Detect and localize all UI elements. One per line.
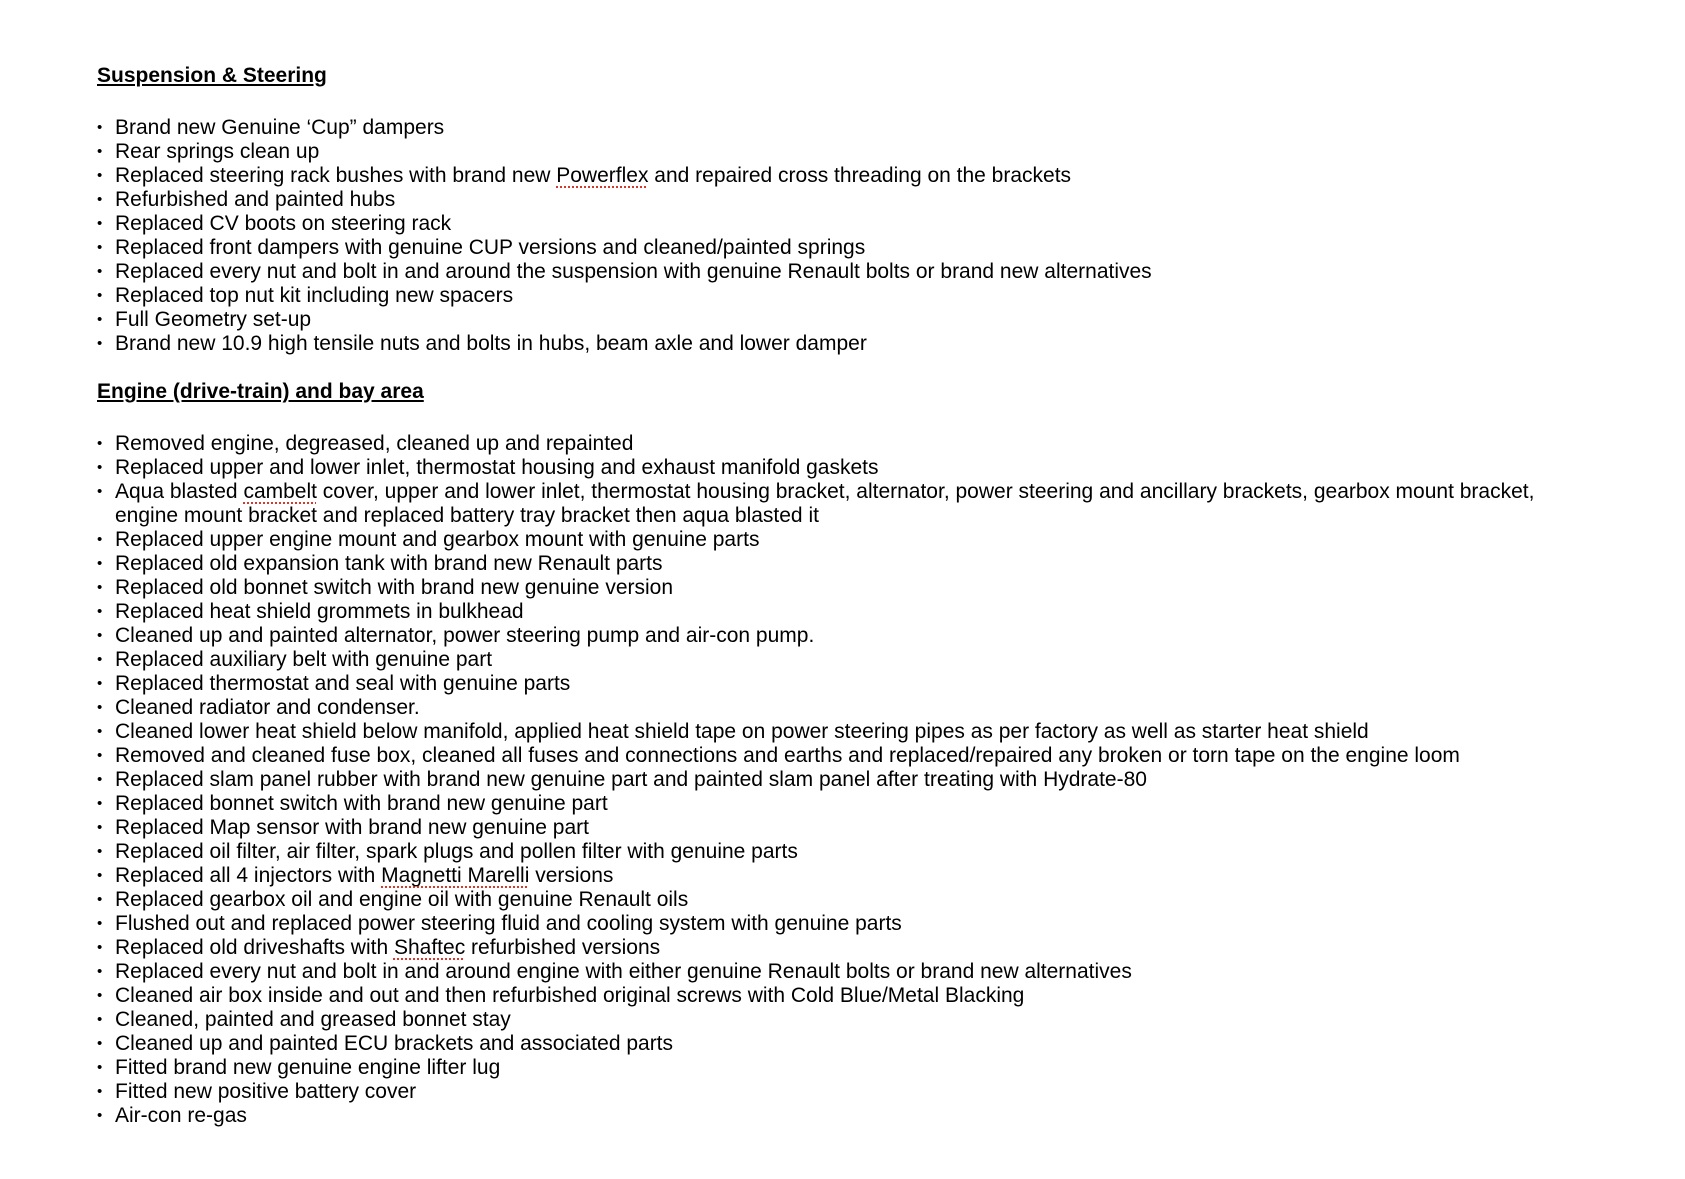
bullet-icon: • xyxy=(97,335,103,352)
bullet-icon: • xyxy=(97,1083,103,1100)
list-item xyxy=(97,792,1617,816)
item-text: Brand new Genuine ‘Cup” dampers xyxy=(115,116,445,139)
item-text: Replaced old bonnet switch with brand new genuine version xyxy=(115,576,674,599)
list-item xyxy=(97,1104,1617,1128)
list-item xyxy=(97,116,1617,140)
section-suspension-steering xyxy=(97,64,1617,356)
bullet-icon: • xyxy=(97,939,103,956)
item-text: Replaced every nut and bolt in and around the suspension with genuine Renault bolts or brand new alternatives xyxy=(115,260,1152,283)
item-text: Replaced bonnet switch with brand new genuine part xyxy=(115,792,608,815)
item-text: Aqua blasted cambelt cover, upper and lower inlet, thermostat housing bracket, alternator, power steering and ancillary brackets, gearbox mount bracket, engine mount bracket and replaced battery tray bracket then aqua blasted it xyxy=(115,480,1535,527)
list-item xyxy=(97,576,1617,600)
item-text: Cleaned up and painted ECU brackets and associated parts xyxy=(115,1032,674,1055)
bullet-icon: • xyxy=(97,239,103,256)
item-text: Replaced slam panel rubber with brand new genuine part and painted slam panel after treating with Hydrate-80 xyxy=(115,768,1147,791)
spellcheck-flag: Magnetti Marelli xyxy=(381,864,530,887)
document-content xyxy=(97,64,1617,1128)
bullet-icon: • xyxy=(97,531,103,548)
bullet-icon: • xyxy=(97,603,103,620)
list-item xyxy=(97,332,1617,356)
item-text: Cleaned air box inside and out and then refurbished original screws with Cold Blue/Metal Blacking xyxy=(115,984,1025,1007)
list-item xyxy=(97,164,1617,188)
item-list xyxy=(97,432,1617,1128)
spellcheck-flag: cambelt xyxy=(243,480,317,503)
item-text: Replaced upper engine mount and gearbox mount with genuine parts xyxy=(115,528,760,551)
list-item xyxy=(97,960,1617,984)
item-text: Replaced CV boots on steering rack xyxy=(115,212,452,235)
item-text: Replaced front dampers with genuine CUP versions and cleaned/painted springs xyxy=(115,236,866,259)
list-item xyxy=(97,188,1617,212)
item-text: Replaced all 4 injectors with Magnetti Marelli versions xyxy=(115,864,614,887)
bullet-icon: • xyxy=(97,651,103,668)
list-item xyxy=(97,936,1617,960)
bullet-icon: • xyxy=(97,891,103,908)
item-text: Rear springs clean up xyxy=(115,140,320,163)
list-item xyxy=(97,1008,1617,1032)
list-item xyxy=(97,480,1570,528)
item-text: Replaced upper and lower inlet, thermostat housing and exhaust manifold gaskets xyxy=(115,456,879,479)
item-text: Replaced gearbox oil and engine oil with genuine Renault oils xyxy=(115,888,689,911)
list-item xyxy=(97,432,1617,456)
list-item xyxy=(97,768,1617,792)
bullet-icon: • xyxy=(97,867,103,884)
bullet-icon: • xyxy=(97,987,103,1004)
list-item xyxy=(97,1056,1617,1080)
item-text: Replaced old driveshafts with Shaftec refurbished versions xyxy=(115,936,661,959)
item-text: Fitted new positive battery cover xyxy=(115,1080,417,1103)
bullet-icon: • xyxy=(97,723,103,740)
item-text: Replaced every nut and bolt in and around engine with either genuine Renault bolts or brand new alternatives xyxy=(115,960,1132,983)
list-item xyxy=(97,864,1617,888)
bullet-icon: • xyxy=(97,675,103,692)
list-item xyxy=(97,236,1617,260)
item-text: Brand new 10.9 high tensile nuts and bolts in hubs, beam axle and lower damper xyxy=(115,332,867,355)
item-text: Cleaned lower heat shield below manifold, applied heat shield tape on power steering pipes as per factory as well as starter heat shield xyxy=(115,720,1369,743)
list-item xyxy=(97,1032,1617,1056)
item-text: Replaced Map sensor with brand new genuine part xyxy=(115,816,589,839)
item-text: Full Geometry set-up xyxy=(115,308,312,331)
bullet-icon: • xyxy=(97,699,103,716)
item-list xyxy=(97,116,1617,356)
list-item xyxy=(97,816,1617,840)
list-item xyxy=(97,140,1617,164)
list-item xyxy=(97,984,1617,1008)
section-heading: Suspension & Steering xyxy=(97,64,327,87)
item-text: Air-con re-gas xyxy=(115,1104,247,1127)
list-item xyxy=(97,308,1617,332)
list-item xyxy=(97,672,1617,696)
bullet-icon: • xyxy=(97,263,103,280)
spellcheck-flag: Powerflex xyxy=(556,164,649,187)
list-item xyxy=(97,528,1617,552)
item-text: Replaced steering rack bushes with brand new Powerflex and repaired cross threading on the brackets xyxy=(115,164,1072,187)
bullet-icon: • xyxy=(97,1011,103,1028)
list-item xyxy=(97,840,1617,864)
list-item xyxy=(97,600,1617,624)
list-item xyxy=(97,720,1617,744)
list-item xyxy=(97,1080,1617,1104)
list-item xyxy=(97,888,1617,912)
bullet-icon: • xyxy=(97,1059,103,1076)
item-text: Replaced old expansion tank with brand new Renault parts xyxy=(115,552,663,575)
item-text: Replaced thermostat and seal with genuine parts xyxy=(115,672,571,695)
section-heading: Engine (drive-train) and bay area xyxy=(97,380,424,403)
bullet-icon: • xyxy=(97,795,103,812)
bullet-icon: • xyxy=(97,435,103,452)
item-text: Refurbished and painted hubs xyxy=(115,188,396,211)
bullet-icon: • xyxy=(97,191,103,208)
bullet-icon: • xyxy=(97,215,103,232)
bullet-icon: • xyxy=(97,459,103,476)
list-item xyxy=(97,648,1617,672)
item-text: Removed and cleaned fuse box, cleaned all fuses and connections and earths and replaced/repaired any broken or torn tape on the engine loom xyxy=(115,744,1460,767)
item-text: Removed engine, degreased, cleaned up and repainted xyxy=(115,432,634,455)
bullet-icon: • xyxy=(97,287,103,304)
bullet-icon: • xyxy=(97,819,103,836)
bullet-icon: • xyxy=(97,627,103,644)
item-text: Fitted brand new genuine engine lifter lug xyxy=(115,1056,501,1079)
bullet-icon: • xyxy=(97,1035,103,1052)
item-text: Cleaned up and painted alternator, power steering pump and air-con pump. xyxy=(115,624,815,647)
bullet-icon: • xyxy=(97,915,103,932)
bullet-icon: • xyxy=(97,119,103,136)
item-text: Replaced oil filter, air filter, spark plugs and pollen filter with genuine parts xyxy=(115,840,798,863)
bullet-icon: • xyxy=(97,843,103,860)
item-text: Cleaned radiator and condenser. xyxy=(115,696,420,719)
bullet-icon: • xyxy=(97,963,103,980)
list-item xyxy=(97,284,1617,308)
bullet-icon: • xyxy=(97,771,103,788)
bullet-icon: • xyxy=(97,579,103,596)
bullet-icon: • xyxy=(97,1107,103,1124)
bullet-icon: • xyxy=(97,167,103,184)
bullet-icon: • xyxy=(97,143,103,160)
item-text: Flushed out and replaced power steering fluid and cooling system with genuine parts xyxy=(115,912,902,935)
list-item xyxy=(97,212,1617,236)
item-text: Replaced auxiliary belt with genuine part xyxy=(115,648,493,671)
spellcheck-flag: Shaftec xyxy=(393,936,466,959)
list-item xyxy=(97,456,1617,480)
list-item xyxy=(97,624,1617,648)
item-text: Cleaned, painted and greased bonnet stay xyxy=(115,1008,511,1031)
list-item xyxy=(97,552,1617,576)
bullet-icon: • xyxy=(97,311,103,328)
bullet-icon: • xyxy=(97,555,103,572)
section-engine-bay xyxy=(97,380,1617,1128)
item-text: Replaced heat shield grommets in bulkhead xyxy=(115,600,524,623)
item-text: Replaced top nut kit including new spacers xyxy=(115,284,514,307)
list-item xyxy=(97,696,1617,720)
bullet-icon: • xyxy=(97,483,103,500)
list-item xyxy=(97,912,1617,936)
list-item xyxy=(97,744,1617,768)
bullet-icon: • xyxy=(97,747,103,764)
list-item xyxy=(97,260,1617,284)
